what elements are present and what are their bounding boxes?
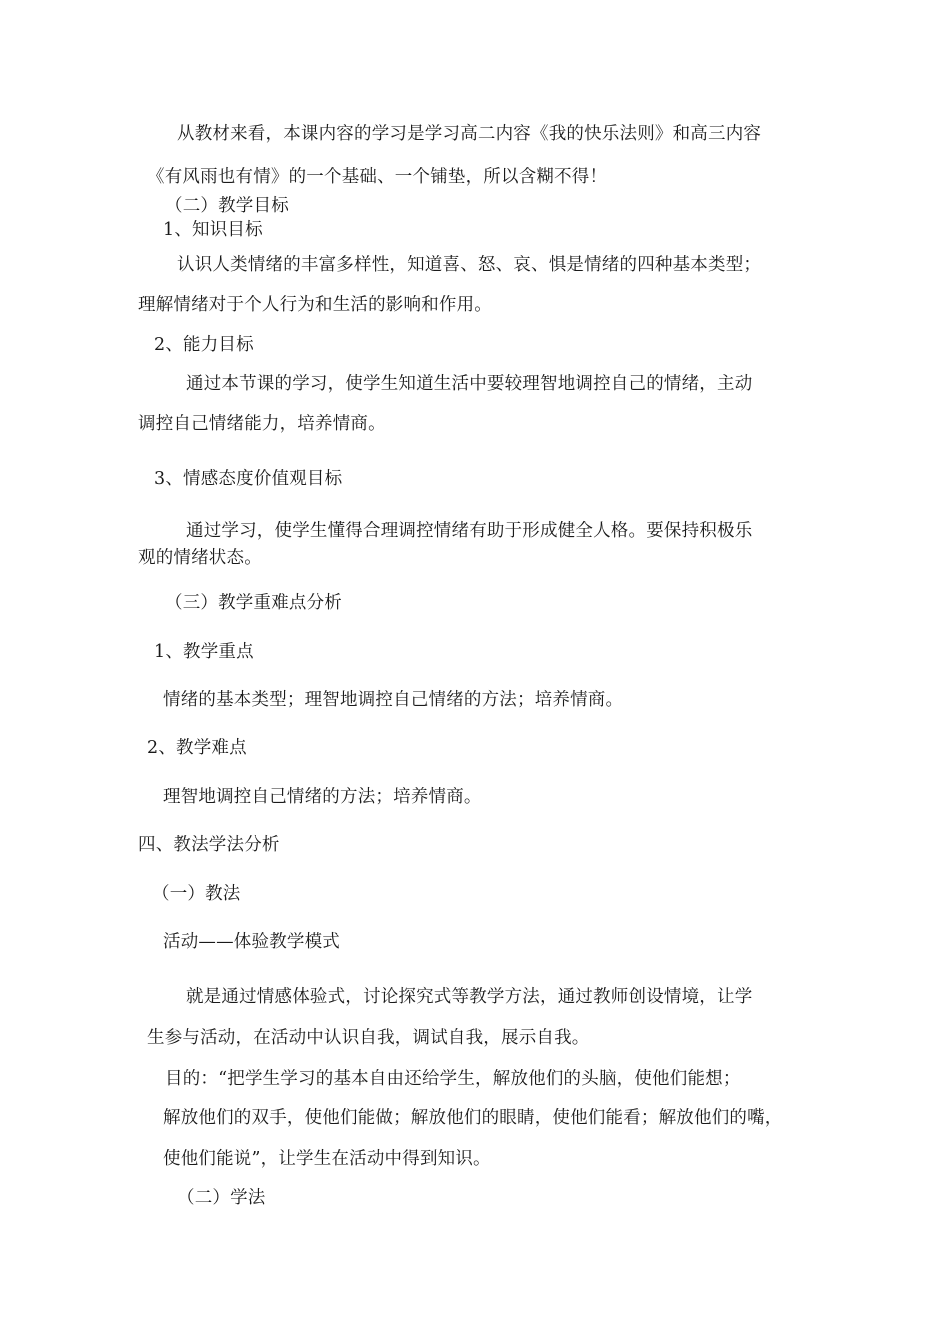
subsection-heading: 1、知识目标 xyxy=(163,220,263,240)
paragraph-line: 认识人类情绪的丰富多样性，知道喜、怒、哀、惧是情绪的四种基本类型； xyxy=(177,255,762,275)
paragraph-line: 生参与活动，在活动中认识自我，调试自我，展示自我。 xyxy=(147,1028,590,1048)
paragraph-line: 就是通过情感体验式，讨论探究式等教学方法，通过教师创设情境，让学 xyxy=(186,987,753,1007)
section-heading: （一）教法 xyxy=(152,884,241,904)
subsection-heading: 2、能力目标 xyxy=(154,335,254,355)
paragraph-line: 理解情绪对于个人行为和生活的影响和作用。 xyxy=(138,295,492,315)
subsection-heading: 1、教学重点 xyxy=(154,642,254,662)
section-heading: （二）学法 xyxy=(177,1188,266,1208)
paragraph-line: 调控自己情绪能力，培养情商。 xyxy=(138,414,386,434)
subsection-heading: 3、情感态度价值观目标 xyxy=(154,469,343,489)
section-heading: （三）教学重难点分析 xyxy=(165,593,342,613)
paragraph-line: 通过学习，使学生懂得合理调控情绪有助于形成健全人格。要保持积极乐 xyxy=(186,521,753,541)
section-heading: （二）教学目标 xyxy=(165,196,289,216)
chapter-heading: 四、教法学法分析 xyxy=(138,835,280,855)
paragraph-line: 使他们能说”，让学生在活动中得到知识。 xyxy=(163,1149,491,1169)
subsection-heading: 2、教学难点 xyxy=(147,738,247,758)
paragraph-line: 情绪的基本类型；理智地调控自己情绪的方法；培养情商。 xyxy=(163,690,624,710)
paragraph-line: 理智地调控自己情绪的方法；培养情商。 xyxy=(163,787,482,807)
paragraph-line: 观的情绪状态。 xyxy=(138,548,262,568)
paragraph-line: 通过本节课的学习，使学生知道生活中要较理智地调控自己的情绪，主动 xyxy=(186,374,753,394)
paragraph-line: 解放他们的双手，使他们能做；解放他们的眼睛，使他们能看；解放他们的嘴， xyxy=(163,1108,783,1128)
paragraph-line: 《有风雨也有情》的一个基础、一个铺垫，所以含糊不得！ xyxy=(147,167,608,187)
paragraph-line: 目的：“把学生学习的基本自由还给学生，解放他们的头脑，使他们能想； xyxy=(165,1069,741,1089)
paragraph-line: 从教材来看，本课内容的学习是学习高二内容《我的快乐法则》和高三内容 xyxy=(177,124,762,144)
paragraph-line: 活动——体验教学模式 xyxy=(163,932,340,952)
